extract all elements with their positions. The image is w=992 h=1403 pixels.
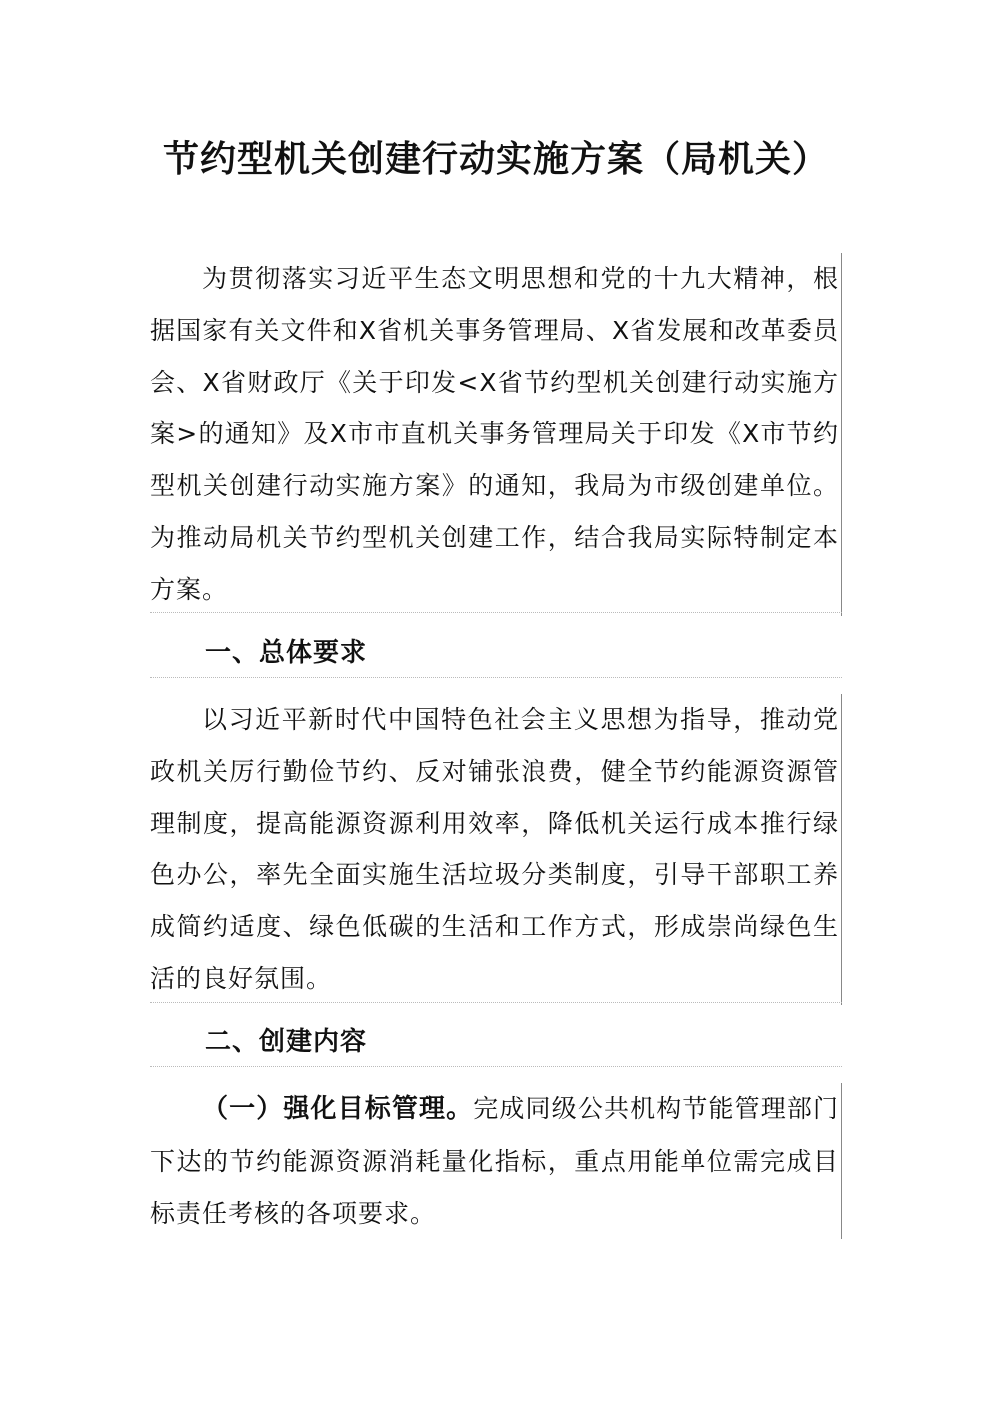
divider bbox=[150, 677, 842, 678]
target-management-paragraph bbox=[150, 1083, 842, 1239]
general-requirements-paragraph: 以习近平新时代中国特色社会主义思想为指导，推动党政机关厉行勤俭节约、反对铺张浪费，健全节约能源资源管理制度，提高能源资源利用效率，降低机关运行成本推行绿色办公，率先全面实施生活垃圾分类制度，引导干部职工养成简约适度、绿色低碳的生活和工作方式，形成崇尚绿色生活的良好氛围。 bbox=[150, 694, 842, 1005]
intro-paragraph: 为贯彻落实习近平生态文明思想和党的十九大精神，根据国家有关文件和X省机关事务管理局、X省发展和改革委员会、X省财政厅《关于印发<X省节约型机关创建行动实施方案>的通知》及X市市直机关事务管理局关于印发《X市节约型机关创建行动实施方案》的通知，我局为市级创建单位。为推动局机关节约型机关创建工作，结合我局实际特制定本方案。 bbox=[150, 253, 842, 616]
item-body: 完成同级公共机构节能管理部门下达的节约能源资源消耗量化指标，重点用能单位需完成目标责任考核的各项要求。 bbox=[150, 1094, 839, 1228]
divider bbox=[150, 1002, 842, 1003]
section-heading-general-requirements: 一、总体要求 bbox=[205, 638, 368, 668]
divider bbox=[150, 1066, 842, 1067]
divider bbox=[150, 612, 842, 613]
section-heading-creation-content: 二、创建内容 bbox=[205, 1027, 368, 1057]
item-lead: （一）强化目标管理。 bbox=[202, 1094, 474, 1124]
document-title: 节约型机关创建行动实施方案（局机关） bbox=[162, 139, 829, 180]
